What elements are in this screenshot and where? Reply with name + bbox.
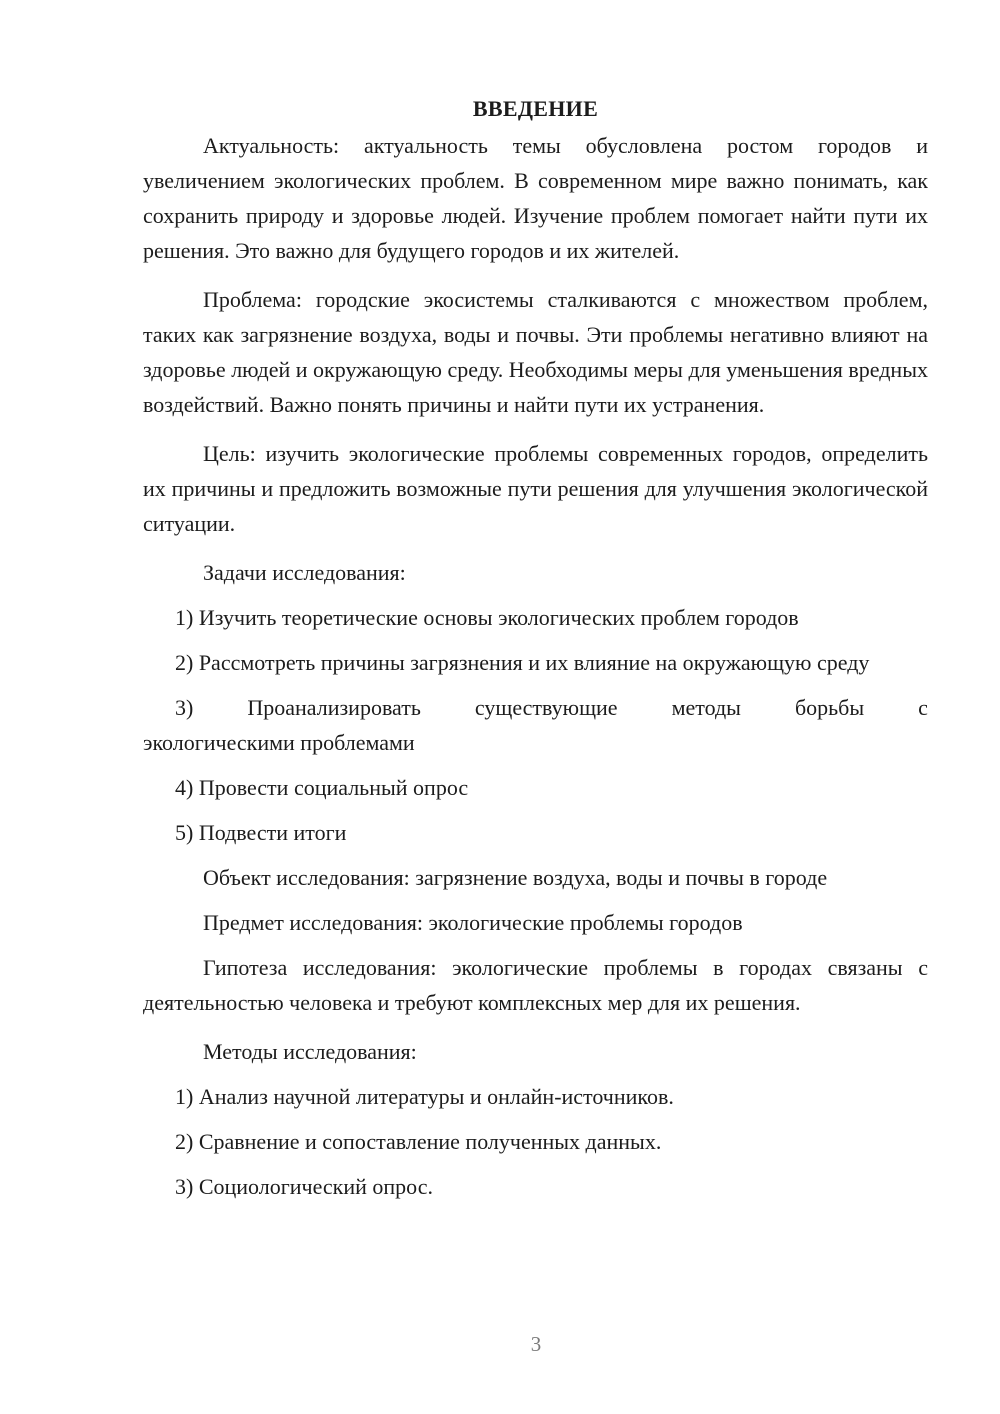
task-item-4: 4) Провести социальный опрос bbox=[175, 775, 469, 800]
task-item-3-word: с bbox=[918, 695, 928, 720]
page-number: 3 bbox=[530, 1332, 542, 1356]
task-item-3 bbox=[143, 690, 928, 760]
document-page bbox=[143, 92, 928, 1214]
task-item-3-continuation: экологическими проблемами bbox=[143, 730, 415, 755]
methods-heading: Методы исследования: bbox=[203, 1039, 417, 1064]
research-hypothesis: Гипотеза исследования: экологические проблемы в городах связаны с деятельностью человека и требуют комплексных мер для их решения. bbox=[143, 955, 928, 1015]
method-item-3: 3) Социологический опрос. bbox=[175, 1174, 433, 1199]
relevance-paragraph: Актуальность: актуальность темы обусловлена ростом городов и увеличением экологических проблем. В современном мире важно понимать, как сохранить природу и здоровье людей. Изучение проблем помогает найти пути их решения. Это важно для будущего городов и их жителей. bbox=[143, 133, 928, 263]
research-subject: Предмет исследования: экологические проблемы городов bbox=[203, 910, 743, 935]
research-object: Объект исследования: загрязнение воздуха, воды и почвы в городе bbox=[203, 865, 828, 890]
tasks-heading: Задачи исследования: bbox=[203, 560, 406, 585]
task-item-3-word: Проанализировать bbox=[247, 695, 421, 720]
task-item-2: 2) Рассмотреть причины загрязнения и их влияние на окружающую среду bbox=[175, 650, 870, 675]
goal-paragraph: Цель: изучить экологические проблемы современных городов, определить их причины и предложить возможные пути решения для улучшения экологической ситуации. bbox=[143, 441, 928, 536]
task-item-3-word: существующие bbox=[474, 695, 618, 720]
page-title: ВВЕДЕНИЕ bbox=[472, 96, 599, 121]
problem-paragraph: Проблема: городские экосистемы сталкиваются с множеством проблем, таких как загрязнение воздуха, воды и почвы. Эти проблемы негативно влияют на здоровье людей и окружающую среду. Необходимы меры для уменьшения вредных воздействий. Важно понять причины и найти пути их устранения. bbox=[143, 287, 928, 417]
task-item-3-word: методы bbox=[671, 695, 741, 720]
task-item-3-word: борьбы bbox=[794, 695, 865, 720]
task-item-3-first-line bbox=[143, 690, 928, 725]
task-item-5: 5) Подвести итоги bbox=[175, 820, 347, 845]
method-item-2: 2) Сравнение и сопоставление полученных данных. bbox=[175, 1129, 662, 1154]
task-item-1: 1) Изучить теоретические основы экологических проблем городов bbox=[175, 605, 799, 630]
task-item-3-word: 3) bbox=[175, 695, 194, 720]
method-item-1: 1) Анализ научной литературы и онлайн-источников. bbox=[175, 1084, 674, 1109]
